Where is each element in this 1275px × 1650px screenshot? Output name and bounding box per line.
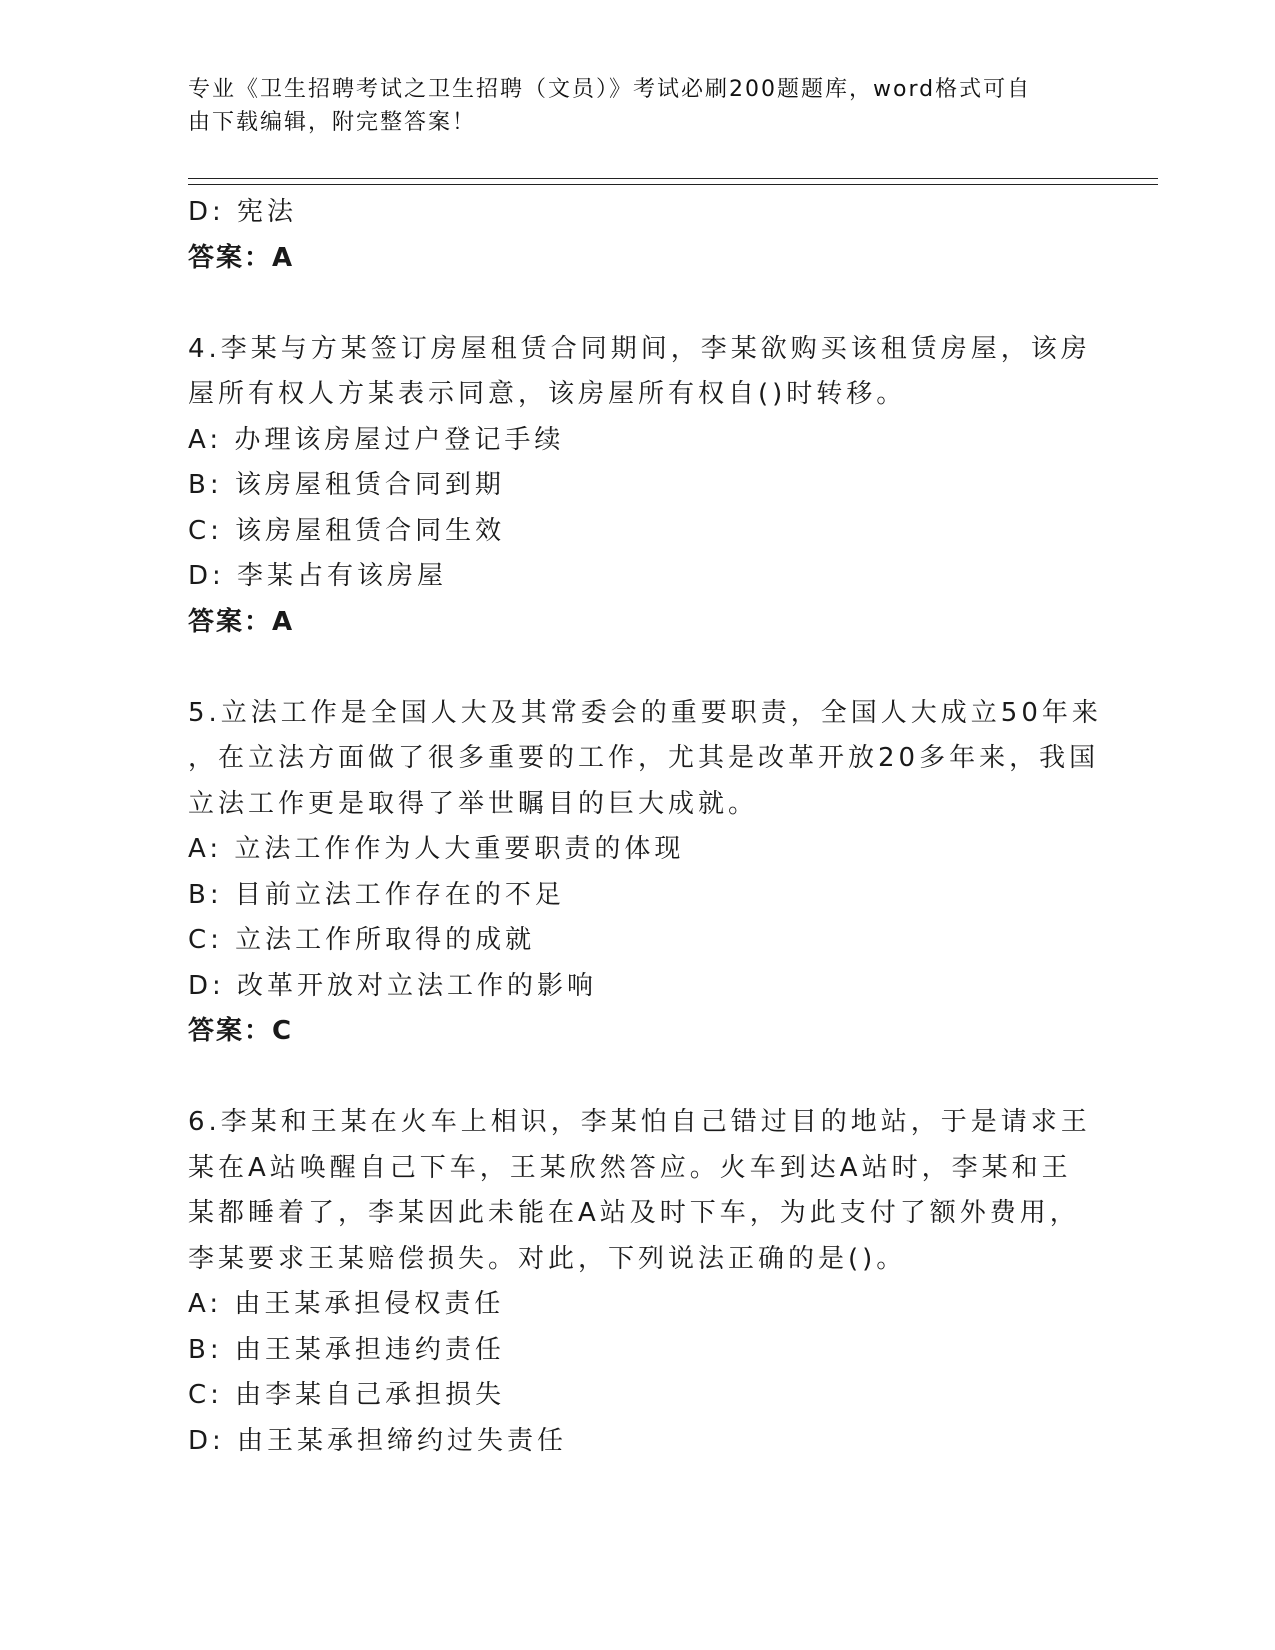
question-stem-line: 6.李某和王某在火车上相识，李某怕自己错过目的地站，于是请求王 <box>188 1107 1091 1137</box>
option-a: A: 办理该房屋过户登记手续 <box>188 424 565 455</box>
question-stem-line: 5.立法工作是全国人大及其常委会的重要职责，全国人大成立50年来 <box>188 697 1102 728</box>
option-d: D: 改革开放对立法工作的影响 <box>188 970 598 1001</box>
question-5 <box>188 691 1102 1055</box>
question-stem-line: 某在A站唤醒自己下车，王某欣然答应。火车到达A站时，李某和王 <box>188 1152 1072 1183</box>
question-stem-line: 屋所有权人方某表示同意，该房屋所有权自()时转移。 <box>188 379 907 409</box>
header-divider-bottom <box>188 184 1158 185</box>
question-stem-line: ，在立法方面做了很多重要的工作，尤其是改革开放20多年来，我国 <box>188 743 1100 773</box>
answer: 答案：C <box>188 1016 294 1046</box>
option-b: B: 该房屋租赁合同到期 <box>188 470 505 500</box>
option-c: C: 立法工作所取得的成就 <box>188 925 536 955</box>
option-c: C: 由李某自己承担损失 <box>188 1380 506 1410</box>
question-6 <box>188 1100 1091 1464</box>
document-header <box>188 73 1068 139</box>
option-a: A: 立法工作作为人大重要职责的体现 <box>188 834 685 864</box>
document-body <box>188 190 1102 1464</box>
question-stem-line: 立法工作更是取得了举世瞩目的巨大成就。 <box>188 788 759 819</box>
header-divider-top <box>188 178 1158 179</box>
question-4 <box>188 327 1091 646</box>
header-line-2: 由下载编辑，附完整答案！ <box>188 110 477 135</box>
option-d: D: 李某占有该房屋 <box>188 561 448 591</box>
option-b: B: 由王某承担违约责任 <box>188 1334 505 1365</box>
header-line-1: 专业《卫生招聘考试之卫生招聘（文员）》考试必刷200题题库，word格式可自 <box>188 77 1032 102</box>
answer: 答案：A <box>188 606 295 637</box>
prev-question-answer: 答案：A <box>188 242 295 273</box>
option-c: C: 该房屋租赁合同生效 <box>188 515 506 546</box>
question-stem-line: 李某要求王某赔偿损失。对此，下列说法正确的是()。 <box>188 1243 907 1274</box>
question-stem-line: 4.李某与方某签订房屋租赁合同期间，李某欲购买该租赁房屋，该房 <box>188 333 1091 364</box>
option-b: B: 目前立法工作存在的不足 <box>188 879 565 910</box>
prev-question-option-d: D: 宪法 <box>188 197 298 227</box>
question-stem-line: 某都睡着了，李某因此未能在A站及时下车，为此支付了额外费用， <box>188 1198 1080 1228</box>
option-a: A: 由王某承担侵权责任 <box>188 1289 505 1319</box>
option-d: D: 由王某承担缔约过失责任 <box>188 1425 568 1456</box>
